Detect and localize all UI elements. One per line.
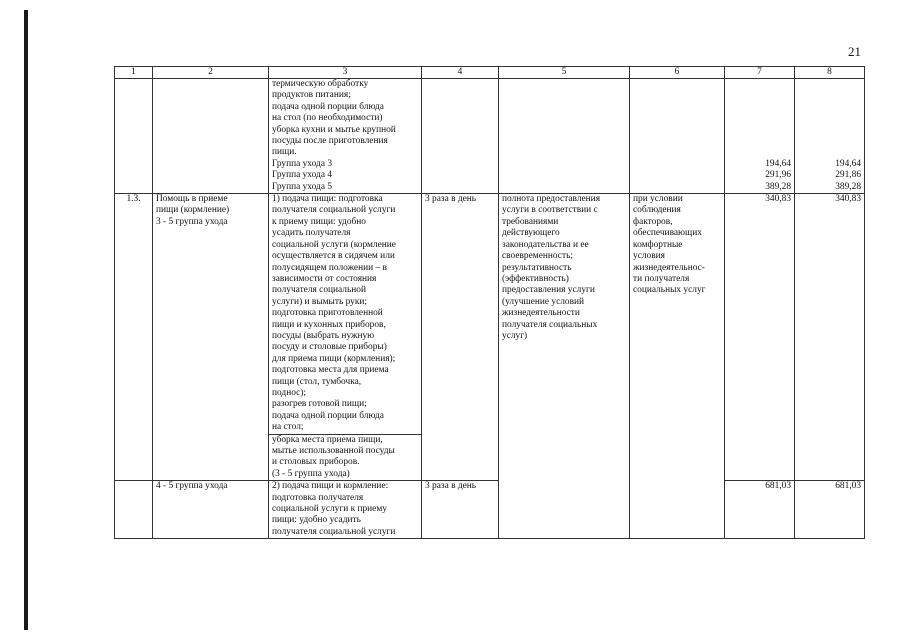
table-row-4-5 bbox=[115, 481, 865, 539]
text-line: 3 - 5 группа ухода bbox=[156, 216, 228, 227]
text-line: продуктов питания; bbox=[272, 90, 351, 101]
cell-service bbox=[153, 79, 269, 194]
text-line: результативность bbox=[502, 262, 572, 273]
cell-quality bbox=[499, 79, 630, 194]
text-line: посуды после приготовления bbox=[272, 136, 388, 147]
text-line: усадить получателя bbox=[272, 228, 351, 239]
text-line: ти получателя bbox=[633, 273, 690, 284]
cell-service: 4 - 5 группа ухода bbox=[153, 481, 269, 539]
text-line: посуды (выбрать нужную bbox=[272, 330, 375, 341]
text-line: услуги в соответствии с bbox=[502, 205, 598, 216]
text-line: уборка кухни и мытье крупной bbox=[272, 124, 396, 135]
cell-price: 681,03 bbox=[725, 481, 795, 539]
text-line: жизнедеятельности bbox=[502, 308, 580, 319]
text-line: соблюдения bbox=[633, 205, 681, 216]
text-line: мытье использованной посуды bbox=[272, 446, 395, 456]
text-line: Группа ухода 5 bbox=[272, 181, 333, 192]
cell-frequency bbox=[422, 79, 499, 194]
cell-conditions bbox=[630, 79, 725, 194]
tariff-value: 291,86 bbox=[835, 170, 861, 181]
text-line: и столовых приборов. bbox=[272, 457, 360, 468]
text-line: жизнедеятельнос- bbox=[633, 262, 705, 273]
text-line: условия bbox=[633, 251, 665, 262]
cell-tariff: 340,83 bbox=[795, 194, 865, 481]
text-line: получателя социальной услуги bbox=[272, 526, 396, 537]
text-line: Помощь в приеме bbox=[156, 194, 228, 205]
text-line: к приему пищи: удобно bbox=[272, 216, 366, 227]
text-line: (улучшение условий bbox=[502, 296, 585, 307]
cell-content bbox=[269, 481, 422, 539]
text-line: подача одной порции блюда bbox=[272, 410, 384, 421]
text-line: на стол; bbox=[272, 422, 304, 433]
cell-num: 1.3. bbox=[115, 194, 153, 481]
text-line: (3 - 5 группа ухода) bbox=[272, 468, 350, 479]
text-line: факторов, bbox=[633, 216, 673, 227]
text-line: уборка места приема пищи, bbox=[272, 434, 383, 445]
cell-num bbox=[115, 79, 153, 194]
text-line: социальной услуги (кормление bbox=[272, 239, 396, 250]
text-line: поднос); bbox=[272, 387, 307, 398]
header-cell: 3 bbox=[269, 67, 422, 79]
text-line: законодательства и ее bbox=[502, 239, 589, 250]
text-line: зависимости от состояния bbox=[272, 273, 377, 284]
binding-edge bbox=[24, 10, 28, 630]
price-value: 291,96 bbox=[765, 170, 791, 181]
cell-num bbox=[115, 481, 153, 539]
text-line: получателя социальных bbox=[502, 319, 598, 330]
text-line: получателя социальной bbox=[272, 285, 366, 296]
text-line: на стол (по необходимости) bbox=[272, 113, 383, 124]
header-cell: 6 bbox=[630, 67, 725, 79]
price-value: 389,28 bbox=[765, 181, 791, 192]
cell-conditions bbox=[630, 194, 725, 539]
text-line: подготовка приготовленной bbox=[272, 308, 383, 319]
cell-price: 340,83 bbox=[725, 194, 795, 481]
page-number: 21 bbox=[848, 44, 861, 59]
cell-price bbox=[725, 79, 795, 194]
text-line: комфортные bbox=[633, 239, 683, 250]
price-value: 194,64 bbox=[765, 158, 791, 169]
header-cell: 8 bbox=[795, 67, 865, 79]
cell-content bbox=[269, 79, 422, 194]
text-line: своевременность; bbox=[502, 251, 573, 262]
cell-tariff: 681,03 bbox=[795, 481, 865, 539]
text-line: предоставления услуги bbox=[502, 285, 595, 296]
cell-frequency: 3 раза в день bbox=[422, 194, 499, 481]
text-line: (эффективность) bbox=[502, 273, 569, 284]
cell-tariff bbox=[795, 79, 865, 194]
text-line: пищи и кухонных приборов, bbox=[272, 319, 386, 330]
text-line: при условии bbox=[633, 194, 683, 205]
text-line: услуги) и вымыть руки; bbox=[272, 296, 368, 307]
tariff-value: 194,64 bbox=[835, 158, 861, 169]
text-line: подача одной порции блюда bbox=[272, 101, 384, 112]
header-cell: 4 bbox=[422, 67, 499, 79]
text-line: социальной услуги к приему bbox=[272, 504, 387, 515]
header-cell: 1 bbox=[115, 67, 153, 79]
text-line: полнота предоставления bbox=[502, 194, 601, 205]
cell-service bbox=[153, 194, 269, 481]
text-line: полусидящем положении – в bbox=[272, 262, 387, 273]
text-line: требованиями bbox=[502, 216, 559, 227]
text-line: термическую обработку bbox=[272, 79, 369, 89]
text-line: пищи: удобно усадить bbox=[272, 515, 361, 526]
cell-quality bbox=[499, 194, 630, 539]
cell-content bbox=[269, 194, 422, 435]
text-line: осуществляется в сидячем или bbox=[272, 251, 395, 262]
text-line: социальных услуг bbox=[633, 285, 706, 296]
header-cell: 5 bbox=[499, 67, 630, 79]
header-cell: 2 bbox=[153, 67, 269, 79]
cell-frequency: 3 раза в день bbox=[422, 481, 499, 539]
table-row-continuation bbox=[115, 79, 865, 194]
text-line: 1) подача пищи: подготовка bbox=[272, 194, 383, 205]
text-line: получателя социальной услуги bbox=[272, 205, 396, 216]
text-line: действующего bbox=[502, 228, 560, 239]
header-cell: 7 bbox=[725, 67, 795, 79]
text-line: пищи (кормление) bbox=[156, 205, 230, 216]
text-line: посуду и столовые приборы) bbox=[272, 342, 387, 353]
text-line: Группа ухода 3 bbox=[272, 158, 333, 169]
text-line: разогрев готовой пищи; bbox=[272, 399, 367, 410]
header-row bbox=[115, 67, 865, 79]
services-table bbox=[114, 66, 865, 539]
table-row-1-3 bbox=[115, 194, 865, 435]
text-line: услуг) bbox=[502, 330, 528, 341]
text-line: обеспечивающих bbox=[633, 228, 702, 239]
text-line: подготовка получателя bbox=[272, 492, 364, 503]
text-line: подготовка места для приема bbox=[272, 365, 389, 376]
cell-content bbox=[269, 434, 422, 481]
tariff-value: 389,28 bbox=[835, 181, 861, 192]
text-line: для приема пищи (кормления); bbox=[272, 353, 396, 364]
text-line: пищи (стол, тумбочка, bbox=[272, 376, 362, 387]
text-line: Группа ухода 4 bbox=[272, 170, 333, 181]
text-line: пищи. bbox=[272, 147, 297, 158]
text-line: 2) подача пищи и кормление: bbox=[272, 481, 389, 492]
